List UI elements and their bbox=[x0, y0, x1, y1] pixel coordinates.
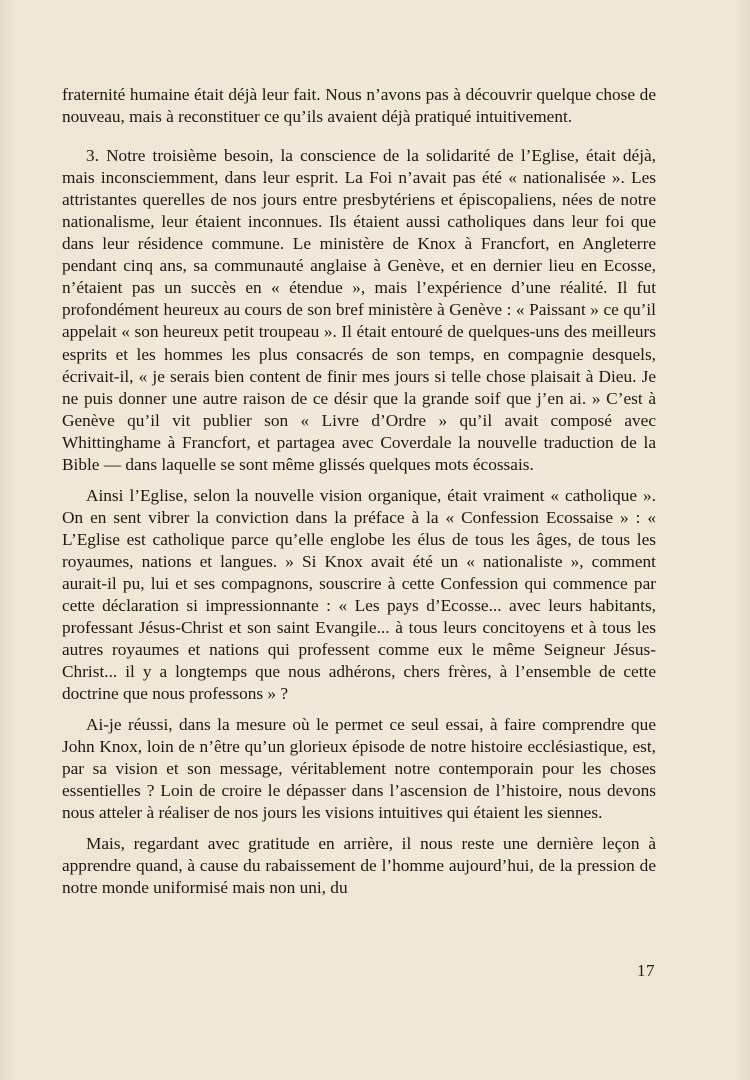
paragraph-continuation: fraternité humaine était déjà leur fait. Nous n’avons pas à découvrir quelque chose de nouveau, mais à reconstituer ce qu’ils avaient déjà pratiqué intuitivement. bbox=[62, 85, 656, 127]
paragraph-knox-contemporary: Ai-je réussi, dans la mesure où le permet ce seul essai, à faire comprendre que John Knox, loin de n’être qu’un glorieux épisode de notre histoire ecclésiastique, est, par sa vision et son message, véritablement notre contemporain pour les choses essentielles ? Loin de croire le dépasser dans l’ascension de l’histoire, nous devons nous atteler à réaliser de nos jours les visions intuitives qui étaient les siennes. bbox=[62, 715, 656, 823]
paragraph-catholic-church: Ainsi l’Eglise, selon la nouvelle vision organique, était vraiment « catholique ». On en sent vibrer la conviction dans la préface à la « Confession Ecossaise » : « L’Eglise est catholique parce qu’elle englobe les élus de tous les âges, de tous les royaumes, nations et langues. » Si Knox avait été un « nationaliste », comment aurait-il pu, lui et ses compagnons, souscrire à cette Confession qui commence par cette déclaration si impressionnante : « Les pays d’Ecosse... avec leurs habitants, professant Jésus-Christ et son saint Evangile... à tous leurs concitoyens et à tous les autres royaumes et nations qui professent comme eux le même Seigneur Jésus-Christ... il y a longtemps que nous adhérons, chers frères, à l’ensemble de cette doctrine que nous professons » ? bbox=[62, 485, 656, 704]
page-number: 17 bbox=[637, 961, 655, 980]
paragraph-last-lesson: Mais, regardant avec gratitude en arrière, il nous reste une dernière leçon à apprendre quand, à cause du rabaissement de l’homme aujourd’hui, de la pression de notre monde uniformisé mais non uni, du bbox=[62, 833, 656, 897]
body-text bbox=[62, 84, 656, 899]
paragraph-point-three: 3. Notre troisième besoin, la conscience de la solidarité de l’Eglise, était déjà, mais inconsciemment, dans leur esprit. La Foi n’avait pas été « nationalisée ». Les attristantes querelles de nos jours entre presbytériens et épiscopaliens, nées de notre nationalisme, leur étaient inconnues. Ils étaient aussi catholiques dans leur foi que dans leur résidence commune. Le ministère de Knox à Francfort, en Angleterre pendant cinq ans, sa communauté anglaise à Genève, et en dernier lieu en Ecosse, n’étaient pas un succès en « étendue », mais l’expérience d’une réalité. Il fut profondément heureux au cours de son bref ministère à Genève : « Paissant » ce qu’il appelait « son heureux petit troupeau ». Il était entouré de quelques-uns des meilleurs esprits et les hommes les plus consacrés de son temps, en compagnie desquels, écrivait-il, « je serais bien content de finir mes jours si telle chose plaisait à Dieu. Je ne puis donner une autre raison de ce désir que la grande soif que j’en ai. » C’est à Genève qu’il vit publier son « Livre d’Ordre » qu’il avait composé avec Whittinghame à Francfort, et partagea avec Coverdale la nouvelle traduction de la Bible — dans laquelle se sont même glissés quelques mots écossais. bbox=[62, 146, 656, 474]
